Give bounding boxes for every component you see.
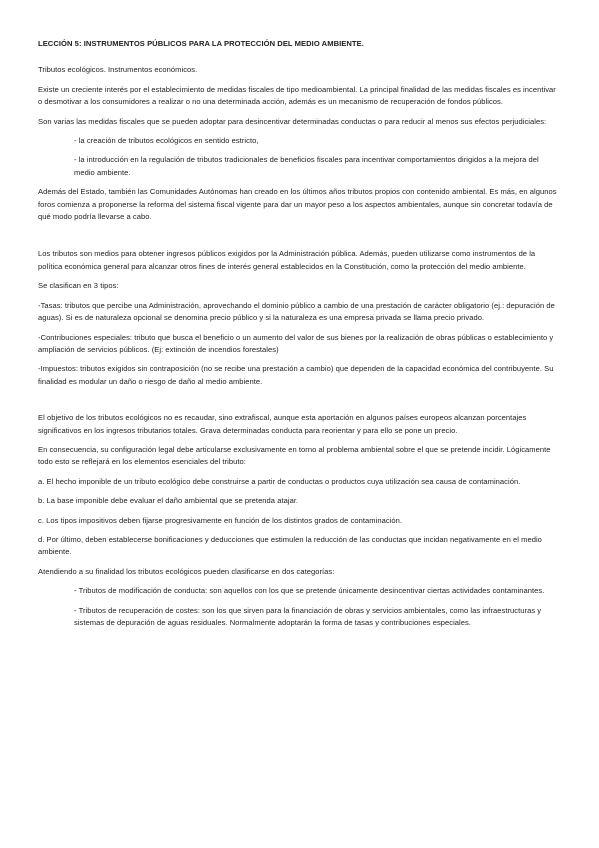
paragraph-5: Se clasifican en 3 tipos:: [38, 281, 119, 291]
bullet-modificacion: - Tributos de modificación de conducta: son aquellos con los que se pretende únicamente desincentivar ciertas actividades contaminantes.: [74, 586, 545, 596]
item-c: c. Los tipos impositivos deben fijarse progresivamente en función de los distintos grados de contaminación.: [38, 515, 403, 525]
paragraph-2: Son varias las medidas fiscales que se pueden adoptar para desincentivar determinadas conductas o para reducir al menos sus efectos perjudiciales:: [38, 116, 547, 126]
paragraph-categorias: Atendiendo a su finalidad los tributos ecológicos pueden clasificarse en dos categorías:: [38, 566, 335, 576]
section-subtitle: Tributos ecológicos. Instrumentos económicos.: [38, 65, 198, 75]
lesson-title: LECCIÓN 5: INSTRUMENTOS PÚBLICOS PARA LA PROTECCIÓN DEL MEDIO AMBIENTE.: [38, 39, 364, 48]
paragraph-consecuencia: En consecuencia, su configuración legal debe articularse exclusivamente en torno al problema ambiental sobre el que se pretende incidir. Lógicamente todo esto se reflejará en los elementos esenciales del tributo:: [38, 444, 551, 467]
document-page: [38, 38, 560, 636]
bullet-2: - la introducción en la regulación de tributos tradicionales de beneficios fiscales para incentivar comportamientos dirigidos a la mejora del medio ambiente.: [74, 155, 539, 177]
paragraph-contribuciones: -Contribuciones especiales: tributo que busca el beneficio o un aumento del valor de sus bienes por la realización de obras públicas o establecimiento y ampliación de servicios públicos. (Ej: extinción de incendios forestales): [38, 332, 554, 354]
paragraph-tasas: -Tasas: tributos que percibe una Administración, aprovechando el dominio público a cambio de una prestación de carácter obligatorio (ej.: depuración de aguas). Si es de naturaleza opcional se denomina precio público y si la naturaleza es una empresa privada se llama precio privado.: [38, 300, 555, 323]
paragraph-3: Además del Estado, también las Comunidades Autónomas han creado en los últimos años tributos propios con contenido ambiental. Es más, en algunos foros comienza a proponerse la reforma del sistema fiscal vigente para dar un mayor peso a los aspectos ambientales, aunque sin concretar todavía de qué modo podría llevarse a cabo.: [38, 187, 557, 222]
item-a: a. El hecho imponible de un tributo ecológico debe construirse a partir de conductas o productos cuya utilización sea causa de contaminación.: [38, 476, 521, 486]
paragraph-1: Existe un creciente interés por el establecimiento de medidas fiscales de tipo medioambiental. La principal finalidad de las medidas fiscales es incentivar o desmotivar a los consumidores a realizar o no una determinada acción, además es un mecanismo de recuperación de fondos públicos.: [38, 84, 556, 107]
paragraph-objetivo: El objetivo de los tributos ecológicos no es recaudar, sino extrafiscal, aunque esta aportación en algunos países europeos alcanzan porcentajes significativos en los ingresos tributarios totales. Grava determinadas conducta para reorientar y para ello se pone un precio.: [38, 413, 527, 435]
bullet-recuperacion: - Tributos de recuperación de costes: son los que sirven para la financiación de obras y servicios ambientales, como las infraestructuras y sistemas de depuración de aguas residuales. Normalmente adoptarán la forma de tasas y contribuciones especiales.: [74, 605, 542, 627]
item-b: b. La base imponible debe evaluar el daño ambiental que se pretenda atajar.: [38, 496, 299, 506]
item-d: d. Por último, deben establecerse bonificaciones y deducciones que estimulen la reducción de las conductas que incidan negativamente en el medio ambiente.: [38, 534, 542, 557]
paragraph-impuestos: -Impuestos: tributos exigidos sin contraposición (no se recibe una prestación a cambio) que dependen de la capacidad económica del contribuyente. Su finalidad es modular un daño o riesgo de daño al medio ambiente.: [38, 364, 554, 386]
bullet-1: - la creación de tributos ecológicos en sentido estricto,: [74, 136, 259, 146]
paragraph-4: Los tributos son medios para obtener ingresos públicos exigidos por la Administración pública. Además, pueden utilizarse como instrumentos de la política económica general para alcanzar otros fines de interés general establecidos en la Constitución, como la protección del medio ambiente.: [38, 249, 536, 271]
